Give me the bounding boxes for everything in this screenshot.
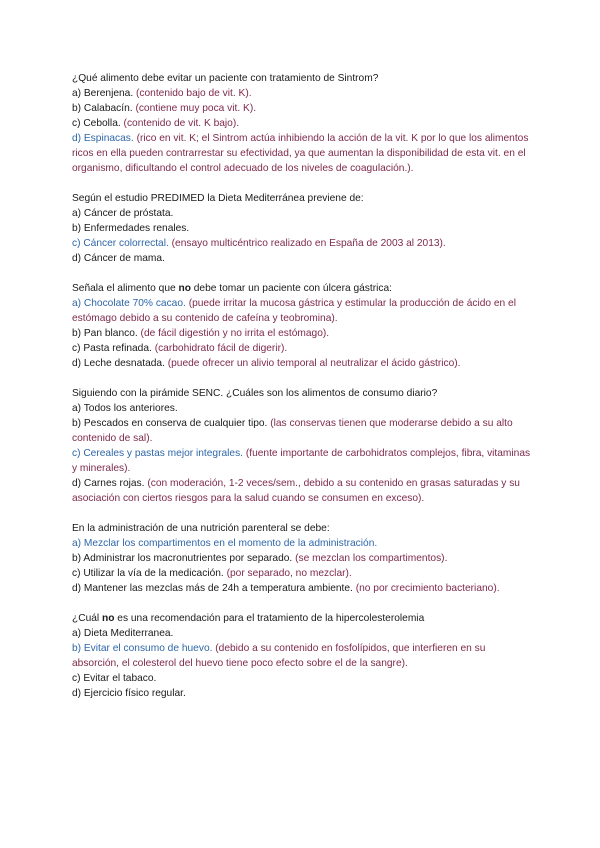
option-b: b) Pescados en conserva de cualquier tipo. (las conservas tienen que moderarse debido a su alto contenido de sal). [72, 418, 513, 444]
option-d: d) Leche desnatada. (puede ofrecer un alivio temporal al neutralizar el ácido gástrico). [72, 358, 461, 369]
option-b: b) Calabacín. (contiene muy poca vit. K). [72, 103, 257, 114]
option-a: a) Todos los anteriores. [72, 403, 178, 414]
option-note: (debido a su contenido en fosfolípidos, que interfieren en su absorción, el colesterol del huevo tiene poco efecto sobre el de la sangre). [72, 643, 486, 669]
option-c: c) Cebolla. (contenido de vit. K bajo). [72, 118, 240, 129]
negation-emphasis: no [178, 283, 191, 294]
question-3 [72, 281, 532, 371]
question-text: ¿Qué alimento debe evitar un paciente con tratamiento de Sintrom? [72, 73, 379, 84]
option-note: (contiene muy poca vit. K). [135, 103, 257, 114]
correct-answer: a) Mezclar los compartimentos en el momento de la administración. [72, 538, 378, 549]
option-a [72, 536, 532, 551]
option-note: (contenido bajo de vit. K). [136, 88, 252, 99]
option-d: d) Mantener las mezclas más de 24h a temperatura ambiente. (no por crecimiento bacteriano). [72, 583, 500, 594]
option-b [72, 641, 532, 671]
option-note: (fuente importante de carbohidratos complejos, fibra, vitaminas y minerales). [72, 448, 531, 474]
question-2 [72, 191, 532, 266]
question-text: ¿Cuál no es una recomendación para el tratamiento de la hipercolesterolemia [72, 613, 425, 624]
option-c: c) Utilizar la vía de la medicación. (por separado, no mezclar). [72, 568, 352, 579]
option-a: a) Dieta Mediterranea. [72, 628, 174, 639]
option-note: (carbohidrato fácil de digerir). [154, 343, 288, 354]
option-b: b) Enfermedades renales. [72, 223, 190, 234]
option-note: (con moderación, 1-2 veces/sem., debido a su contenido en grasas saturadas y su asociación con ciertos riesgos para la salud cuando se consumen en exceso). [72, 478, 520, 504]
option-note: (de fácil digestión y no irrita el estómago). [140, 328, 330, 339]
correct-answer: b) Evitar el consumo de huevo. [72, 643, 213, 654]
option-note: (rico en vit. K; el Sintrom actúa inhibiendo la acción de la vit. K por lo que los alimentos ricos en ella pueden contrarrestar su efectividad, ya que aumentan la disponibilidad de esta vit. en el organismo, dificultando el control adecuado de los niveles de coagulación.). [72, 133, 529, 174]
option-a: a) Cáncer de próstata. [72, 208, 174, 219]
correct-answer: d) Espinacas. [72, 133, 134, 144]
question-text: Según el estudio PREDIMED la Dieta Mediterránea previene de: [72, 193, 364, 204]
option-note: (contenido de vit. K bajo). [123, 118, 240, 129]
question-text: Señala el alimento que no debe tomar un paciente con úlcera gástrica: [72, 283, 392, 294]
option-note: (por separado, no mezclar). [226, 568, 352, 579]
question-text: Siguiendo con la pirámide SENC. ¿Cuáles son los alimentos de consumo diario? [72, 388, 438, 399]
question-6 [72, 611, 532, 701]
option-c [72, 236, 532, 251]
correct-answer: a) Chocolate 70% cacao. [72, 298, 186, 309]
option-note: (las conservas tienen que moderarse debido a su alto contenido de sal). [72, 418, 513, 444]
question-5 [72, 521, 532, 596]
question-4 [72, 386, 532, 506]
option-note: (no por crecimiento bacteriano). [355, 583, 500, 594]
correct-answer: c) Cereales y pastas mejor integrales. [72, 448, 243, 459]
option-d: d) Carnes rojas. (con moderación, 1-2 veces/sem., debido a su contenido en grasas saturadas y su asociación con ciertos riesgos para la salud cuando se consumen en exceso). [72, 478, 520, 504]
option-c [72, 446, 532, 476]
option-note: (ensayo multicéntrico realizado en España de 2003 al 2013). [171, 238, 446, 249]
option-d [72, 131, 532, 176]
option-a [72, 296, 532, 326]
option-d: d) Ejercicio físico regular. [72, 688, 186, 699]
option-b: b) Administrar los macronutrientes por separado. (se mezclan los compartimentos). [72, 553, 448, 564]
option-b: b) Pan blanco. (de fácil digestión y no irrita el estómago). [72, 328, 330, 339]
question-list [72, 71, 532, 716]
option-c: c) Evitar el tabaco. [72, 673, 157, 684]
option-note: (puede ofrecer un alivio temporal al neutralizar el ácido gástrico). [167, 358, 461, 369]
question-1 [72, 71, 532, 176]
correct-answer: c) Cáncer colorrectal. [72, 238, 169, 249]
question-text: En la administración de una nutrición parenteral se debe: [72, 523, 330, 534]
option-note: (se mezclan los compartimentos). [295, 553, 448, 564]
option-d: d) Cáncer de mama. [72, 253, 165, 264]
option-c: c) Pasta refinada. (carbohidrato fácil de digerir). [72, 343, 288, 354]
negation-emphasis: no [102, 613, 115, 624]
option-a: a) Berenjena. (contenido bajo de vit. K). [72, 88, 252, 99]
option-note: (puede irritar la mucosa gástrica y estimular la producción de ácido en el estómago debido a su contenido de cafeína y teobromina). [72, 298, 516, 324]
